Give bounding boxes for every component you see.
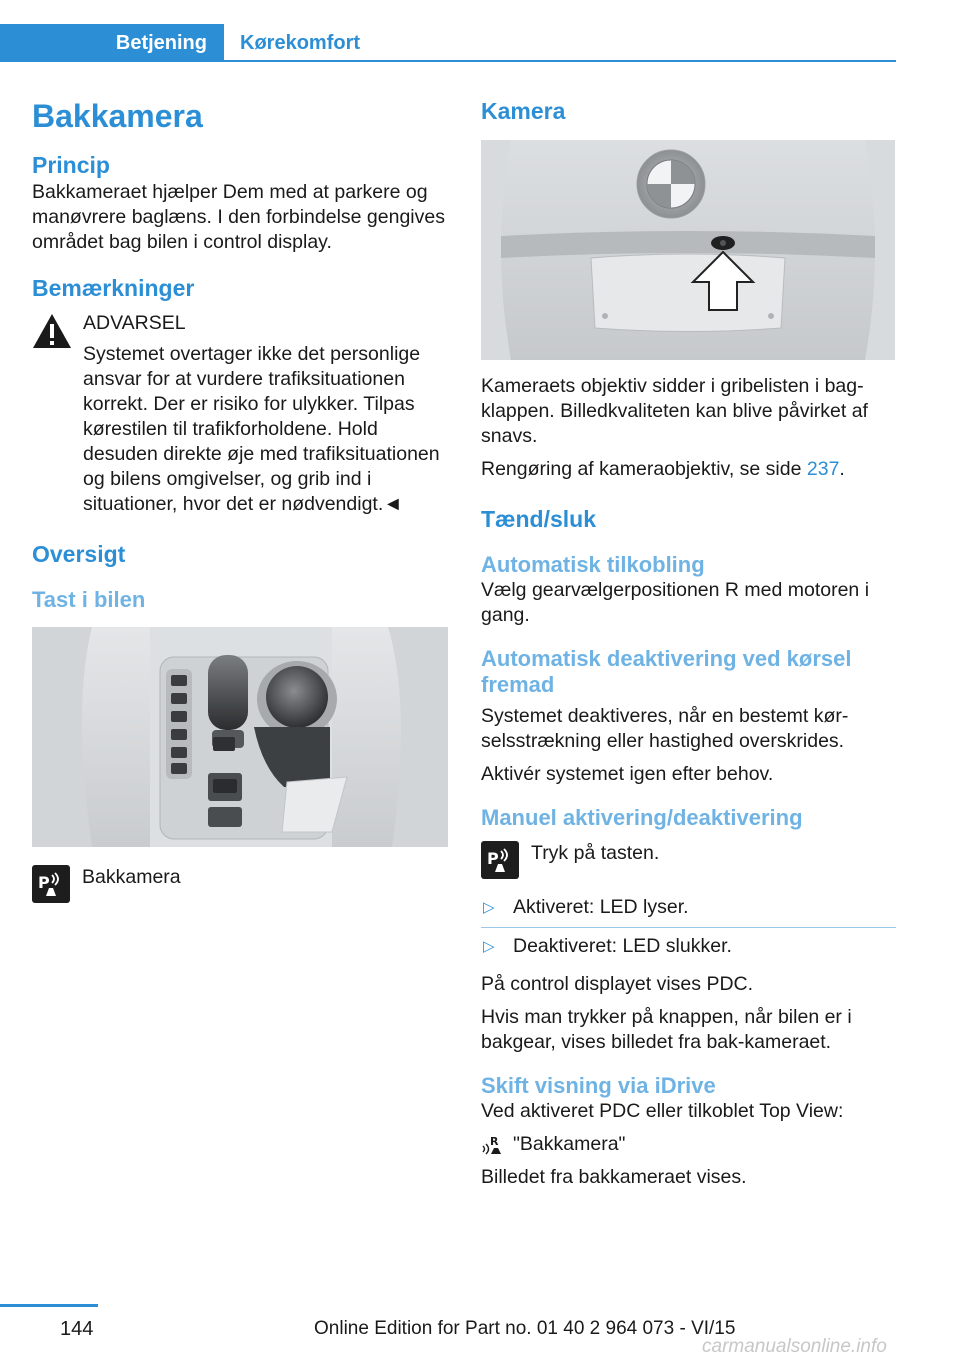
- manual-heading: Manuel aktivering/deaktivering: [481, 805, 803, 830]
- parking-camera-icon: [32, 865, 70, 903]
- svg-text:R: R: [490, 1135, 499, 1148]
- tab-betjening[interactable]: Betjening: [0, 24, 224, 62]
- result-text: Billedet fra bakkameraet vises.: [481, 1166, 747, 1188]
- idrive-heading: Skift visning via iDrive: [481, 1073, 716, 1098]
- camera-text: Kameraets objektiv sidder i gribelisten i bagklappen. Billedkvaliteten kan blive påvirket af snavs.: [481, 375, 868, 447]
- led-status-list: [481, 895, 896, 966]
- auto-off-text: Systemet deaktiveres, når en bestemt kørselsstrækning eller hastighed overskrides.: [481, 705, 849, 752]
- warning-label: ADVARSEL: [83, 312, 186, 334]
- pdc-text: På control displayet vises PDC.: [481, 973, 754, 995]
- legend-item: [32, 865, 448, 905]
- auto-on-heading: Automatisk tilkobling: [481, 552, 705, 577]
- overview-heading: Oversigt: [32, 541, 126, 567]
- right-column: [481, 96, 896, 1190]
- left-column: [32, 96, 448, 905]
- footer-rule: [0, 1304, 98, 1307]
- list-item: ▷ Deaktiveret: LED slukker.: [483, 935, 732, 957]
- warning-text: Systemet overtager ikke det personlige ansvar for at vurdere trafiksituationen korrekt. Der er risiko for ulykker. Tilpas kørestilen til trafikforholdene. Hold desuden direkte øje med trafiksituationen og bilens omgivelser, og grib ind i situationer, hvor det er nødvendigt.◄: [83, 343, 440, 515]
- page-number: 144: [60, 1318, 94, 1340]
- princip-heading: Princip: [32, 152, 110, 178]
- page-header: [0, 24, 896, 62]
- onoff-heading: Tænd/sluk: [481, 506, 597, 532]
- svg-text:P: P: [38, 873, 50, 892]
- idrive-text: Ved aktiveret PDC eller tilkoblet Top View:: [481, 1100, 844, 1122]
- menu-instruction: [481, 1132, 896, 1157]
- parking-camera-icon: [481, 841, 519, 879]
- press-button-line: [481, 841, 896, 881]
- cleaning-prefix: Rengøring af kameraobjektiv, se side: [481, 458, 807, 480]
- page-title: Bakkamera: [32, 98, 203, 134]
- tailgate-camera-image: [481, 140, 895, 360]
- center-console-image: [32, 627, 448, 847]
- triangle-bullet-icon: ▷: [483, 938, 495, 955]
- watermark: carmanualsonline.info: [702, 1336, 887, 1357]
- list-item: ▷ Aktiveret: LED lyser.: [481, 895, 896, 928]
- page-link[interactable]: 237: [806, 458, 840, 480]
- edition-text: Online Edition for Part no. 01 40 2 964 073 - VI/15: [314, 1318, 736, 1339]
- header-rule: [0, 60, 896, 62]
- camera-heading: Kamera: [481, 98, 566, 124]
- princip-text: Bakkameraet hjælper Dem med at parkere og manøvrere baglæns. I den forbindelse gengives området bag bilen i control display.: [32, 181, 445, 253]
- reverse-text: Hvis man trykker på knappen, når bilen er i bakgear, vises billedet fra bak-kameraet.: [481, 1006, 852, 1053]
- auto-on-text: Vælg gearvælgerpositionen R med motoren i gang.: [481, 579, 870, 626]
- warning-block: [32, 311, 448, 517]
- tab-korekomfort[interactable]: Kørekomfort: [240, 31, 361, 54]
- menu-item-bakkamera[interactable]: "Bakkamera": [513, 1133, 626, 1155]
- legend-label: Bakkamera: [82, 866, 181, 888]
- notes-heading: Bemærkninger: [32, 275, 195, 301]
- cleaning-reference: [481, 457, 896, 482]
- reactivate-text: Aktivér systemet igen efter behov.: [481, 763, 774, 785]
- press-text: Tryk på tasten.: [531, 842, 660, 864]
- warning-triangle-icon: [32, 313, 72, 349]
- triangle-bullet-icon: ▷: [483, 899, 495, 916]
- camera-menu-icon: [481, 1134, 505, 1156]
- svg-text:P: P: [487, 849, 499, 868]
- button-heading: Tast i bilen: [32, 587, 146, 612]
- auto-off-heading: Automatisk deaktivering ved kørsel fremad: [481, 646, 852, 697]
- cleaning-suffix: .: [839, 458, 845, 480]
